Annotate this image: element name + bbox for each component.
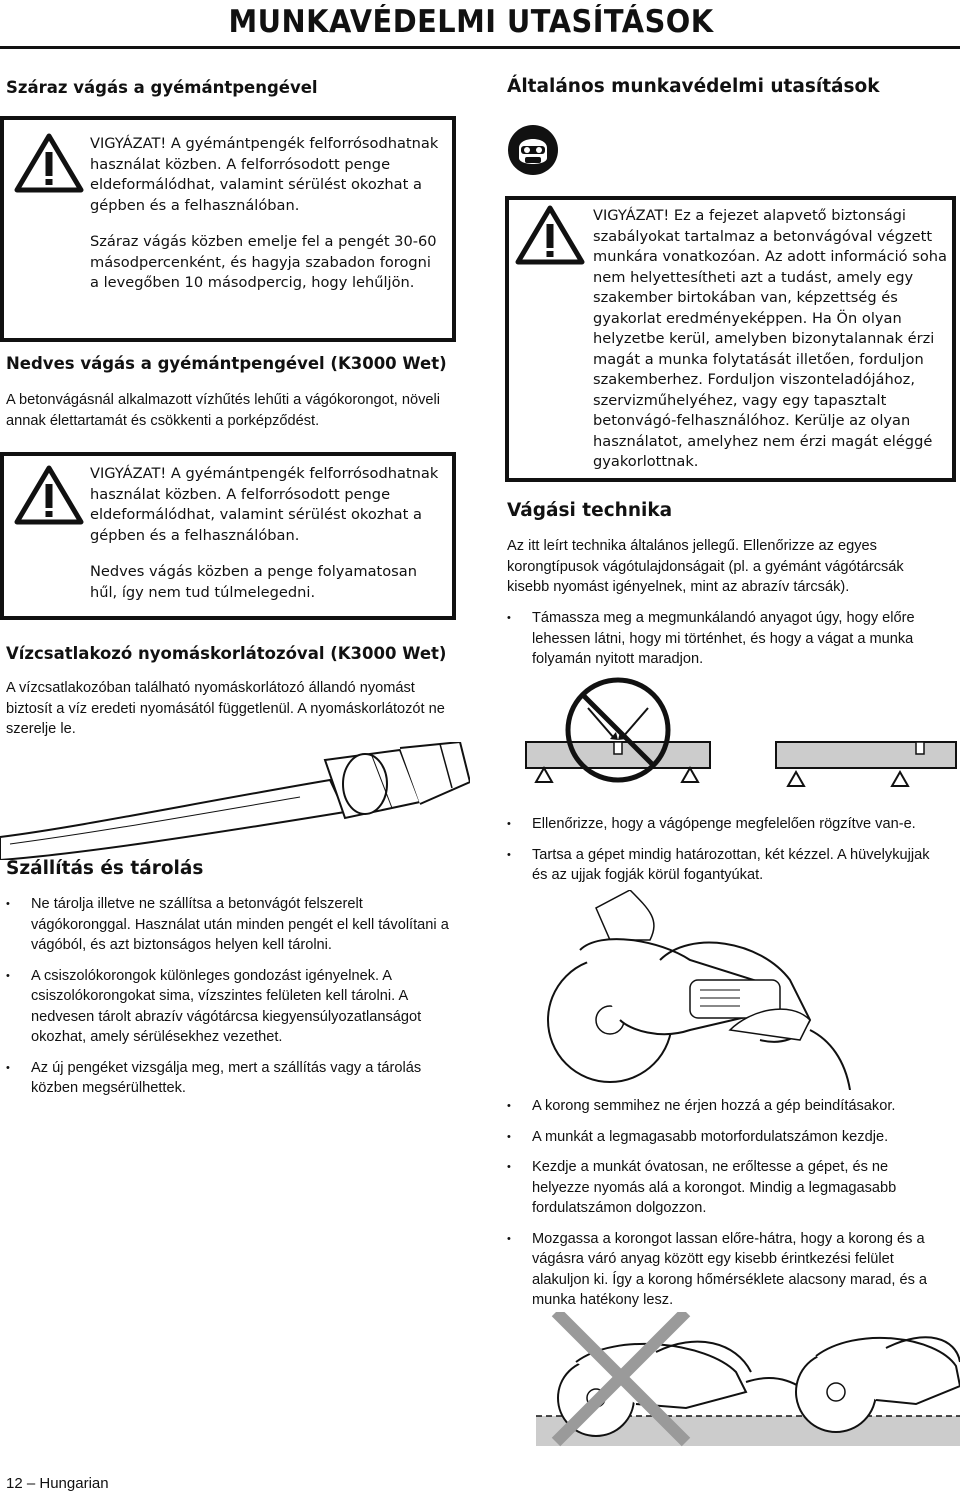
prohibited-cutting-illustration xyxy=(536,1312,960,1462)
section-title-wet-cutting: Nedves vágás a gyémántpengével (K3000 Wet) xyxy=(6,354,447,373)
warning-triangle-icon xyxy=(515,204,585,266)
warning-para-1: VIGYÁZAT! A gyémántpengék felforrósodhatnak használat közben. A felforrósodott penge eldeformálódhat, valamint sérülést okozhat a gépben és a felhasználóban. xyxy=(90,465,439,544)
list-item: • Mozgassa a korongot lassan előre-hátra, hogy a korong és a vágásra váró anyag között egy kisebb érintkezési felület alakuljon ki. Így a korong hőmérséklete alacsony marad, és a munka hatékony lesz. xyxy=(507,1229,947,1311)
list-item: • A korong semmihez ne érjen hozzá a gép beindításakor. xyxy=(507,1096,947,1117)
section-title-cutting-technique: Vágási technika xyxy=(507,500,673,521)
page-footer xyxy=(6,1475,109,1492)
warning-text: VIGYÁZAT! Ez a fejezet alapvető biztonsági szabályokat tartalmaz a betonvágóval végzett munkára vonatkozóan. Az adott információ soha nem helyettesítheti azt a tudást, amely egy szakember birtokában van, képzettség és gyakorlat eredményeképpen. Ha Ön olyan helyzetbe kerül, amelyben bizonytalannak érzi magát a munka folytatását illetően, forduljon szakemberhez. Forduljon viszonteladójához, szervizműhelyéhez, vagy egy tapasztalt betonvágó-felhasználóhoz. Kerülje az olyan használatot, amelyhez nem érzi magát eléggé gyakorlottnak. xyxy=(593,207,947,470)
wet-cutting-text: A betonvágásnál alkalmazott vízhűtés lehűti a vágókorongot, növeli annak élettartamát és csökkenti a porképződést. xyxy=(6,392,441,429)
footer-language: Hungarian xyxy=(39,1475,109,1492)
page-header-title: MUNKAVÉDELMI UTASÍTÁSOK xyxy=(228,4,714,40)
list-item: • Kezdje a munkát óvatosan, ne erőltesse a gépet, és ne helyezze nyomás alá a korongot. Mindig a legmagasabb fordulatszámon dolgozzon. xyxy=(507,1157,947,1219)
list-item: • Ne tárolja illetve ne szállítsa a betonvágót felszerelt vágókoronggal. Használat után minden pengét el kell távolítani a vágóból, és azt biztonságos helyen kell tárolni. xyxy=(6,894,456,956)
section-title-water-connector: Vízcsatlakozó nyomáskorlátozóval (K3000 Wet) xyxy=(6,644,447,663)
list-item: • Az új pengéket vizsgálja meg, mert a szállítás vagy a tárolás közben megsérülhettek. xyxy=(6,1058,456,1099)
header-rule xyxy=(0,46,960,49)
section-title-transport: Szállítás és tárolás xyxy=(6,858,204,879)
water-connector-illustration xyxy=(0,742,470,860)
cutting-technique-text: Az itt leírt technika általános jellegű. Ellenőrizze az egyes korongtípusok vágótulajdonságait (pl. a gyémánt vágótárcsák kisebb nyomást igényelnek, mint az abrazív tárcsák). xyxy=(507,538,904,595)
water-connector-text: A vízcsatlakozóban található nyomáskorlátozó állandó nyomást biztosít a víz eredeti nyomásától függetlenül. A nyomáskorlátozót ne szerelje le. xyxy=(6,680,445,737)
list-item: • Tartsa a gépet mindig határozottan, két kézzel. A hüvelykujjak és az ujjak fogják körül fogantyúkat. xyxy=(507,845,947,886)
correct-support-diagram xyxy=(776,742,956,786)
list-item: • Ellenőrizze, hogy a vágópenge megfelelően rögzítve van-e. xyxy=(507,814,947,835)
warning-text xyxy=(90,464,440,603)
warning-para-2: Száraz vágás közben emelje fel a pengét 30-60 másodpercenként, és hagyja szabadon forogni a levegőben 10 másodpercig, hogy lehűljön. xyxy=(90,233,437,291)
transport-bullet-list xyxy=(6,894,456,1109)
section-title-general-safety: Általános munkavédelmi utasítások xyxy=(507,76,880,97)
protective-equipment-icon xyxy=(507,124,559,176)
workpiece-support-illustration xyxy=(514,676,960,806)
warning-para-2: Nedves vágás közben a penge folyamatosan hűl, így nem tud túlmelegedni. xyxy=(90,563,417,601)
technique-bullet-list-3 xyxy=(507,1096,947,1321)
page-number: 12 xyxy=(6,1475,23,1492)
warning-box-wet-cutting xyxy=(0,452,456,620)
technique-bullet-list-2 xyxy=(507,814,947,896)
list-item: • A csiszolókorongok különleges gondozást igényelnek. A csiszolókorongokat sima, vízszintes felületen kell tárolni. A nedvesen tárolt abrazív vágótárcsa kiegyensúlyozatlanságot okozhat, amely sérülésekhez vezethet. xyxy=(6,966,456,1048)
warning-text xyxy=(90,134,440,294)
warning-box-dry-cutting xyxy=(0,116,456,342)
incorrect-support-diagram xyxy=(526,680,710,782)
list-item: • Támassza meg a megmunkálandó anyagot úgy, hogy előre lehessen látni, hogy mi történhet, és hogy a vágat a munka folyamán nyitott maradjon. xyxy=(507,608,947,670)
warning-triangle-icon xyxy=(14,464,84,526)
footer-dash: – xyxy=(26,1475,36,1492)
two-hand-grip-illustration xyxy=(540,890,860,1090)
warning-triangle-icon xyxy=(14,132,84,194)
warning-box-general xyxy=(505,196,956,482)
warning-para-1: VIGYÁZAT! A gyémántpengék felforrósodhatnak használat közben. A felforrósodott penge eldeformálódhat, valamint sérülést okozhat a gépben és a felhasználóban. xyxy=(90,135,439,214)
list-item: • A munkát a legmagasabb motorfordulatszámon kezdje. xyxy=(507,1127,947,1148)
technique-bullet-list-1 xyxy=(507,608,947,680)
section-title-dry-cutting: Száraz vágás a gyémántpengével xyxy=(6,78,318,97)
